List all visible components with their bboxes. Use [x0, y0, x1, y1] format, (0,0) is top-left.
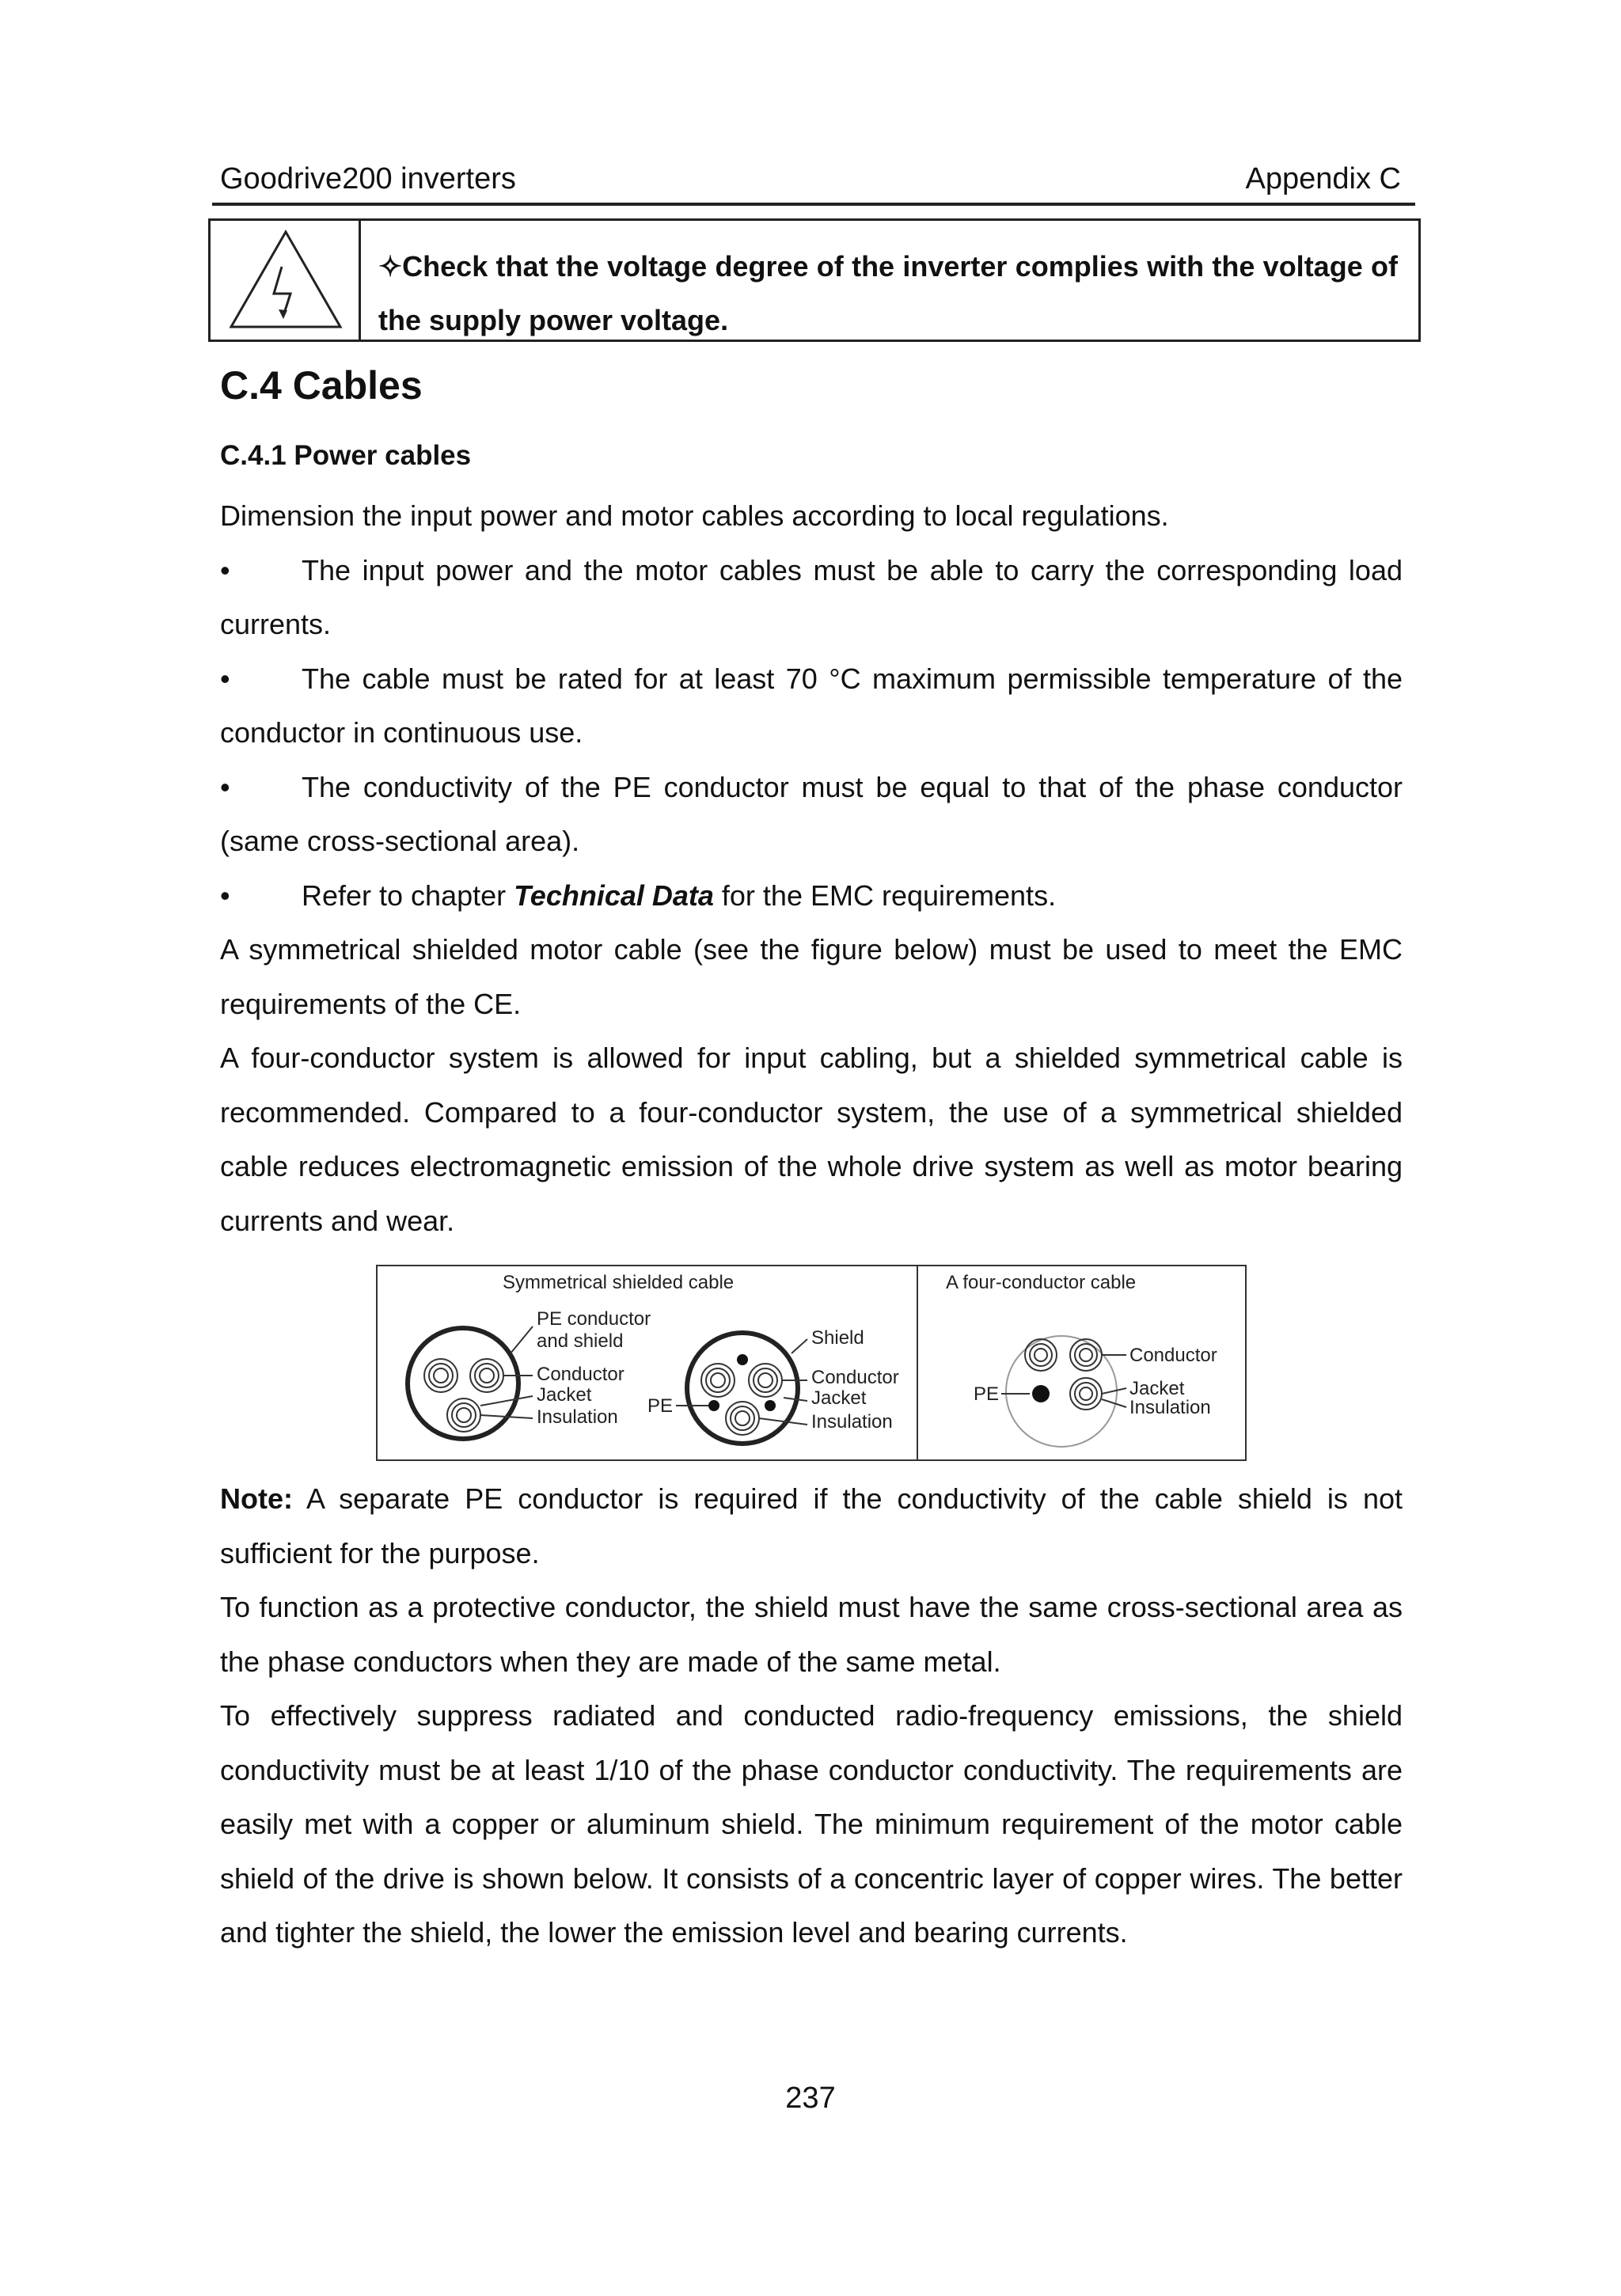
note-paragraph: Note: A separate PE conductor is required if the conductivity of the cable shield is not sufficient for the purpose.	[220, 1482, 1403, 1569]
label-insulation: Insulation	[1129, 1397, 1211, 1418]
section-title: C.4 Cables	[220, 363, 423, 408]
label-pe: PE	[974, 1383, 1000, 1405]
label-jacket: Jacket	[1129, 1378, 1185, 1399]
bullet-mark: •	[220, 662, 230, 695]
page-number: 237	[785, 2082, 836, 2115]
bullet-mark: •	[220, 553, 230, 586]
header-rule	[212, 203, 1415, 206]
bullet-item: • The input power and the motor cables must be able to carry the corresponding load currents.	[220, 544, 1403, 652]
body-block-a	[220, 489, 1403, 1248]
label-conductor: Conductor	[537, 1364, 624, 1385]
label-shield: Shield	[811, 1327, 864, 1349]
warning-text: ✧Check that the voltage degree of the inverter complies with the voltage of the supply power voltage.	[378, 250, 1398, 336]
paragraph: Dimension the input power and motor cables according to local regulations.	[220, 499, 1169, 532]
paragraph: To effectively suppress radiated and conducted radio-frequency emissions, the shield conductivity must be at least 1/10 of the phase conductor conductivity. The requirements are easily met with a copper or aluminum shield. The minimum requirement of the motor cable shield of the drive is shown below. It consists of a concentric layer of copper wires. The better and tighter the shield, the lower the emission level and bearing currents.	[220, 1699, 1403, 1949]
cable-diagram	[376, 1265, 1247, 1461]
note-label: Note:	[220, 1482, 293, 1515]
symmetric-cable-1	[408, 1308, 651, 1439]
label-conductor: Conductor	[1129, 1345, 1217, 1366]
bullet-item: • The cable must be rated for at least 70 °C maximum permissible temperature of the conductor in continuous use.	[220, 652, 1403, 761]
warning-box	[208, 218, 1421, 342]
bullet-item: • Refer to chapter Technical Data for the EMC requirements.	[220, 869, 1403, 924]
paragraph: A symmetrical shielded motor cable (see the figure below) must be used to meet the EMC requirements of the CE.	[220, 933, 1403, 1020]
figure-title-four-conductor: A four-conductor cable	[946, 1272, 1137, 1293]
high-voltage-warning-icon	[211, 221, 361, 340]
header-appendix: Appendix C	[1245, 162, 1401, 195]
label-jacket: Jacket	[811, 1387, 867, 1409]
label-pe-conductor: PE conductor	[537, 1308, 651, 1330]
chapter-reference: Technical Data	[514, 879, 714, 912]
body-block-b	[220, 1472, 1403, 1960]
four-conductor-cable	[974, 1336, 1217, 1447]
paragraph: A four-conductor system is allowed for input cabling, but a shielded symmetrical cable is recommended. Compared to a four-conductor system, the use of a symmetrical shielded cable reduces electromagnetic emission of the whole drive system as well as motor bearing currents and wear.	[220, 1042, 1403, 1237]
symmetric-cable-2	[647, 1327, 899, 1444]
warning-symbol: ✧	[378, 250, 403, 283]
label-pe: PE	[647, 1395, 674, 1417]
cable-figure	[376, 1265, 1247, 1461]
bullet-mark: •	[220, 879, 230, 912]
label-and-shield: and shield	[537, 1330, 624, 1352]
subsection-title: C.4.1 Power cables	[220, 440, 472, 471]
bullet-mark: •	[220, 770, 230, 803]
paragraph: To function as a protective conductor, the shield must have the same cross-sectional area as the phase conductors when they are made of the same metal.	[220, 1591, 1403, 1678]
bullet-item: • The conductivity of the PE conductor must be equal to that of the phase conductor (same cross-sectional area).	[220, 761, 1403, 869]
label-jacket: Jacket	[537, 1384, 592, 1406]
warning-icon-cell	[211, 221, 361, 340]
label-conductor: Conductor	[811, 1367, 899, 1388]
label-insulation: Insulation	[537, 1406, 618, 1428]
header-title: Goodrive200 inverters	[220, 162, 516, 195]
figure-title-symmetric: Symmetrical shielded cable	[503, 1272, 735, 1293]
label-insulation: Insulation	[811, 1411, 893, 1433]
